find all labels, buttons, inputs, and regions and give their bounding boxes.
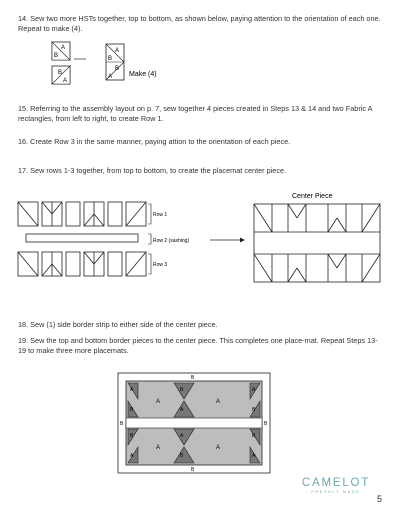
svg-text:A: A xyxy=(130,387,134,393)
svg-text:A: A xyxy=(252,387,256,393)
svg-text:B: B xyxy=(180,387,184,393)
row-3-label: Row 3 xyxy=(153,262,168,268)
svg-text:B: B xyxy=(130,407,134,413)
border-label-left: B xyxy=(120,421,124,427)
camelot-logo xyxy=(286,477,386,494)
svg-text:A: A xyxy=(252,453,256,459)
svg-text:A: A xyxy=(180,433,184,439)
svg-text:A: A xyxy=(63,78,68,84)
step-17-text: 17. Sew rows 1-3 together, from top to bottom, to create the placemat center piece. xyxy=(18,166,287,175)
svg-text:A: A xyxy=(156,399,161,405)
svg-text:B: B xyxy=(108,56,113,62)
step-14-diagram xyxy=(50,40,170,92)
make-4-label: Make (4) xyxy=(129,71,157,78)
step-17-diagram xyxy=(14,188,386,298)
svg-text:A: A xyxy=(180,407,184,413)
svg-text:A: A xyxy=(108,74,113,80)
border-label-bottom: B xyxy=(191,467,195,473)
border-label-top: B xyxy=(191,375,195,381)
page-number: 5 xyxy=(377,494,383,504)
step-14-text: 14. Sew two more HSTs together, top to bottom, as shown below, paying attention to the orientation of each one. Repeat to make (4). xyxy=(18,14,381,33)
row-2-label: Row 2 (sashing) xyxy=(153,238,190,244)
step-18-text: 18. Sew (1) side border strip to either side of the center piece. xyxy=(18,320,218,329)
svg-text:A: A xyxy=(156,445,161,451)
svg-text:A: A xyxy=(115,48,120,54)
svg-text:B: B xyxy=(58,70,63,76)
center-piece-title: Center Piece xyxy=(292,193,333,200)
svg-text:A: A xyxy=(216,445,221,451)
step-19-text: 19. Sew the top and bottom border pieces to the center piece. This completes one place-mat. Repeat Steps 13-19 to make three more placemats. xyxy=(18,336,378,355)
svg-text:B: B xyxy=(130,433,134,439)
border-label-right: B xyxy=(264,421,268,427)
svg-text:B: B xyxy=(252,407,256,413)
hst-label-b: B xyxy=(54,53,59,59)
row-1-label: Row 1 xyxy=(153,212,168,218)
brand-name: CAMELOT xyxy=(301,477,371,489)
svg-text:A: A xyxy=(130,453,134,459)
step-15-text: 15. Referring to the assembly layout on p. 7, sew together 4 pieces created in Steps 13 & 14 and two Fabric A rectangles, from left to right, to create Row 1. xyxy=(18,104,373,123)
hst-label-a: A xyxy=(61,45,66,51)
svg-text:B: B xyxy=(252,433,256,439)
brand-tagline: FRESHLY MADE xyxy=(311,490,361,494)
svg-text:B: B xyxy=(180,453,184,459)
placemat-diagram xyxy=(116,371,272,475)
svg-text:B: B xyxy=(115,66,120,72)
step-16-text: 16. Create Row 3 in the same manner, paying attion to the orientation of each piece. xyxy=(18,137,291,146)
svg-text:A: A xyxy=(216,399,221,405)
